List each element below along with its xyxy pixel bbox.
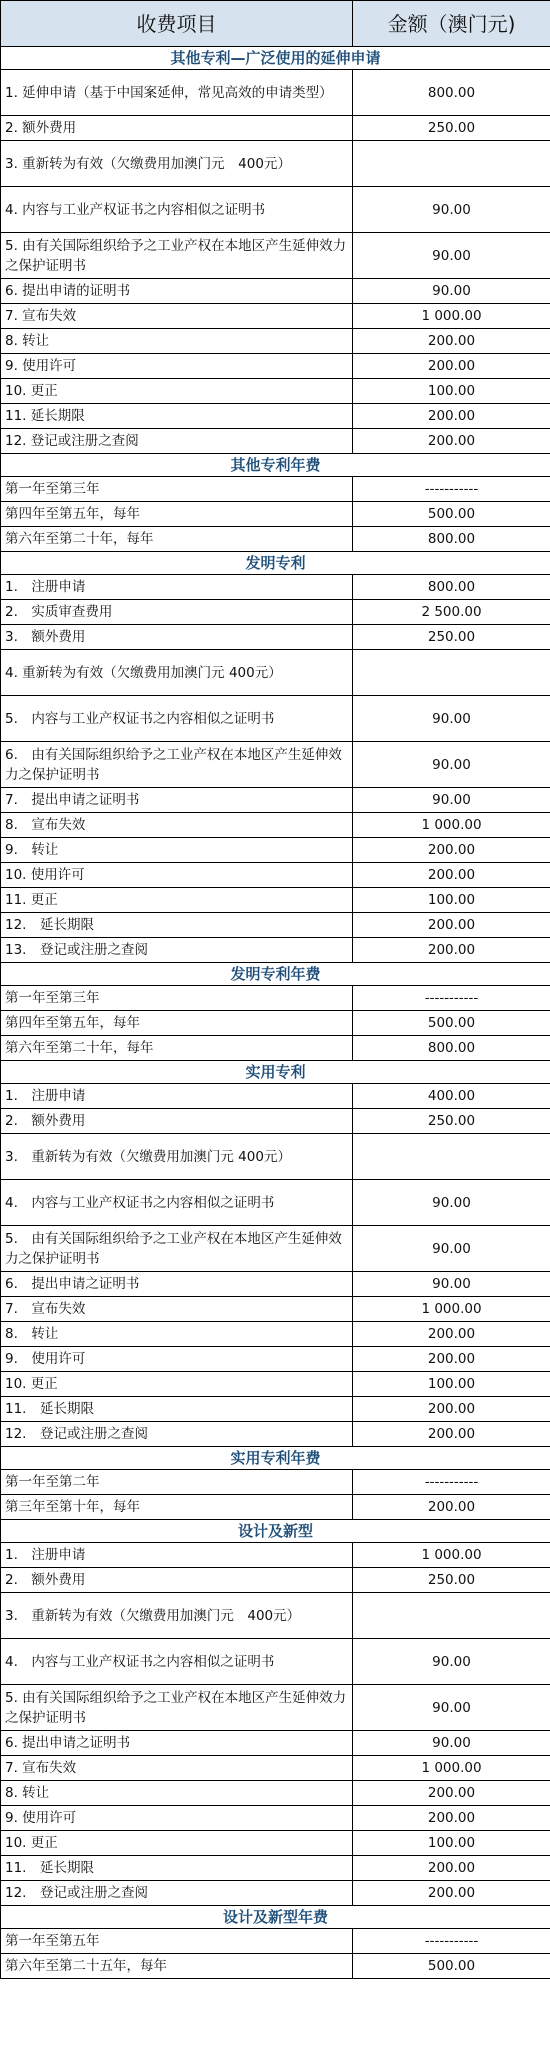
fee-row <box>1 1272 550 1297</box>
fee-item: 5. 由有关国际组织给予之工业产权在本地区产生延伸效力之保护证明书 <box>1 233 353 279</box>
table-body <box>1 47 550 1979</box>
fee-row <box>1 1109 550 1134</box>
fee-row <box>1 1639 550 1685</box>
header-row <box>1 1 550 47</box>
fee-row <box>1 187 550 233</box>
fee-row <box>1 742 550 788</box>
fee-amount: 1 000.00 <box>353 1543 550 1568</box>
fee-amount: 100.00 <box>353 1372 550 1397</box>
fee-amount: 200.00 <box>353 1781 550 1806</box>
fee-amount: 90.00 <box>353 742 550 788</box>
fee-item: 12. 登记或注册之查阅 <box>1 429 353 454</box>
fee-row <box>1 1781 550 1806</box>
fee-row <box>1 429 550 454</box>
fee-item: 9. 转让 <box>1 838 353 863</box>
fee-amount <box>353 141 550 187</box>
fee-amount: 250.00 <box>353 625 550 650</box>
fee-row <box>1 279 550 304</box>
section-header <box>1 1520 550 1543</box>
fee-item: 2. 实质审查费用 <box>1 600 353 625</box>
fee-item: 第六年至第二十年，每年 <box>1 527 353 552</box>
fee-item: 8. 宣布失效 <box>1 813 353 838</box>
fee-row <box>1 1226 550 1272</box>
fee-amount: 2 500.00 <box>353 600 550 625</box>
section-title: 发明专利 <box>1 552 550 575</box>
fee-item: 7. 宣布失效 <box>1 1297 353 1322</box>
fee-amount: 90.00 <box>353 1731 550 1756</box>
fee-amount: 200.00 <box>353 1422 550 1447</box>
fee-item: 7. 宣布失效 <box>1 304 353 329</box>
fee-row <box>1 888 550 913</box>
fee-item: 12. 延长期限 <box>1 913 353 938</box>
section-header <box>1 454 550 477</box>
section-title: 发明专利年费 <box>1 963 550 986</box>
fee-item: 11. 延长期限 <box>1 404 353 429</box>
fee-row <box>1 379 550 404</box>
fee-amount: 200.00 <box>353 938 550 963</box>
header-item: 收费项目 <box>1 1 353 47</box>
header-amount: 金额（澳门元) <box>353 1 550 47</box>
fee-item: 1. 注册申请 <box>1 1084 353 1109</box>
fee-item: 2. 额外费用 <box>1 116 353 141</box>
fee-amount: 800.00 <box>353 575 550 600</box>
fee-amount: 500.00 <box>353 1011 550 1036</box>
fee-item: 第六年至第二十年，每年 <box>1 1036 353 1061</box>
section-header <box>1 1447 550 1470</box>
section-header <box>1 963 550 986</box>
fee-amount: 90.00 <box>353 1639 550 1685</box>
fee-row <box>1 625 550 650</box>
fee-row <box>1 575 550 600</box>
fee-amount: 200.00 <box>353 913 550 938</box>
fee-row <box>1 650 550 696</box>
fee-row <box>1 986 550 1011</box>
fee-row <box>1 1593 550 1639</box>
fee-row <box>1 1180 550 1226</box>
fee-amount: 90.00 <box>353 1685 550 1731</box>
fee-row <box>1 1856 550 1881</box>
fee-amount: 200.00 <box>353 429 550 454</box>
fee-item: 4. 重新转为有效（欠缴费用加澳门元 400元） <box>1 650 353 696</box>
fee-item: 6. 提出申请的证明书 <box>1 279 353 304</box>
fee-row <box>1 1322 550 1347</box>
fee-row <box>1 1881 550 1906</box>
fee-amount <box>353 1593 550 1639</box>
fee-amount: 90.00 <box>353 279 550 304</box>
fee-amount: 100.00 <box>353 888 550 913</box>
fee-item: 2. 额外费用 <box>1 1568 353 1593</box>
fee-item: 7. 宣布失效 <box>1 1756 353 1781</box>
fee-item: 10. 更正 <box>1 379 353 404</box>
fee-row <box>1 1731 550 1756</box>
fee-row <box>1 354 550 379</box>
fee-row <box>1 477 550 502</box>
fee-item: 第一年至第三年 <box>1 477 353 502</box>
fee-item: 3. 重新转为有效（欠缴费用加澳门元 400元） <box>1 1134 353 1180</box>
fee-row <box>1 1422 550 1447</box>
fee-row <box>1 502 550 527</box>
fee-row <box>1 329 550 354</box>
fee-amount: 90.00 <box>353 696 550 742</box>
fee-item: 10. 更正 <box>1 1831 353 1856</box>
fee-item: 3. 重新转为有效（欠缴费用加澳门元 400元） <box>1 141 353 187</box>
fee-item: 8. 转让 <box>1 329 353 354</box>
fee-row <box>1 527 550 552</box>
fee-row <box>1 1036 550 1061</box>
fee-item: 8. 转让 <box>1 1781 353 1806</box>
fee-row <box>1 1954 550 1979</box>
fee-amount: 200.00 <box>353 1495 550 1520</box>
fee-amount: 200.00 <box>353 354 550 379</box>
fee-amount: 100.00 <box>353 1831 550 1856</box>
fee-amount: ----------- <box>353 986 550 1011</box>
fee-amount: 200.00 <box>353 1347 550 1372</box>
fee-row <box>1 1397 550 1422</box>
fee-amount: 400.00 <box>353 1084 550 1109</box>
fee-item: 11. 更正 <box>1 888 353 913</box>
fee-item: 13. 登记或注册之查阅 <box>1 938 353 963</box>
section-title: 实用专利年费 <box>1 1447 550 1470</box>
fee-amount: 1 000.00 <box>353 304 550 329</box>
fee-amount: ----------- <box>353 1929 550 1954</box>
fee-row <box>1 404 550 429</box>
fee-row <box>1 1756 550 1781</box>
fee-item: 第一年至第二年 <box>1 1470 353 1495</box>
fee-item: 第四年至第五年，每年 <box>1 1011 353 1036</box>
fee-item: 6. 提出申请之证明书 <box>1 1731 353 1756</box>
fee-amount: ----------- <box>353 1470 550 1495</box>
fee-item: 4. 内容与工业产权证书之内容相似之证明书 <box>1 187 353 233</box>
fee-amount: 250.00 <box>353 1568 550 1593</box>
fee-amount: 250.00 <box>353 1109 550 1134</box>
fee-item: 5. 内容与工业产权证书之内容相似之证明书 <box>1 696 353 742</box>
fee-item: 12. 登记或注册之查阅 <box>1 1422 353 1447</box>
fee-item: 4. 内容与工业产权证书之内容相似之证明书 <box>1 1180 353 1226</box>
fee-amount: 200.00 <box>353 863 550 888</box>
fee-amount: 200.00 <box>353 838 550 863</box>
fee-row <box>1 1297 550 1322</box>
fee-amount: 200.00 <box>353 329 550 354</box>
table-header <box>1 1 550 47</box>
fee-row <box>1 1806 550 1831</box>
fee-amount: 90.00 <box>353 187 550 233</box>
fee-item: 3. 额外费用 <box>1 625 353 650</box>
fee-item: 第三年至第十年，每年 <box>1 1495 353 1520</box>
fee-row <box>1 1568 550 1593</box>
section-header <box>1 552 550 575</box>
fee-item: 10. 更正 <box>1 1372 353 1397</box>
fee-amount: 800.00 <box>353 1036 550 1061</box>
section-title: 其他专利年费 <box>1 454 550 477</box>
section-title: 设计及新型 <box>1 1520 550 1543</box>
fee-row <box>1 141 550 187</box>
fee-item: 第一年至第三年 <box>1 986 353 1011</box>
fee-row <box>1 1470 550 1495</box>
fee-row <box>1 913 550 938</box>
fee-item: 7. 提出申请之证明书 <box>1 788 353 813</box>
fee-row <box>1 1134 550 1180</box>
fee-row <box>1 1495 550 1520</box>
section-title: 设计及新型年费 <box>1 1906 550 1929</box>
section-header <box>1 1906 550 1929</box>
fee-amount: 200.00 <box>353 1881 550 1906</box>
fee-item: 12. 登记或注册之查阅 <box>1 1881 353 1906</box>
fee-amount: 90.00 <box>353 1226 550 1272</box>
fee-row <box>1 1543 550 1568</box>
fee-row <box>1 233 550 279</box>
fee-amount: 200.00 <box>353 1322 550 1347</box>
fee-amount: 800.00 <box>353 527 550 552</box>
fee-amount: 90.00 <box>353 1180 550 1226</box>
fee-item: 5. 由有关国际组织给予之工业产权在本地区产生延伸效力之保护证明书 <box>1 1685 353 1731</box>
fee-amount: 90.00 <box>353 788 550 813</box>
fee-item: 2. 额外费用 <box>1 1109 353 1134</box>
fee-item: 8. 转让 <box>1 1322 353 1347</box>
fee-item: 第一年至第五年 <box>1 1929 353 1954</box>
fee-row <box>1 1929 550 1954</box>
fee-item: 10. 使用许可 <box>1 863 353 888</box>
fee-amount: 1 000.00 <box>353 813 550 838</box>
fee-amount: 250.00 <box>353 116 550 141</box>
fee-row <box>1 696 550 742</box>
fee-amount: 1 000.00 <box>353 1297 550 1322</box>
fee-item: 5. 由有关国际组织给予之工业产权在本地区产生延伸效力之保护证明书 <box>1 1226 353 1272</box>
fee-amount: 200.00 <box>353 1397 550 1422</box>
fee-row <box>1 813 550 838</box>
fee-row <box>1 1011 550 1036</box>
fee-row <box>1 788 550 813</box>
fee-row <box>1 1347 550 1372</box>
fee-row <box>1 116 550 141</box>
fee-amount: ----------- <box>353 477 550 502</box>
fee-amount: 500.00 <box>353 1954 550 1979</box>
fee-item: 3. 重新转为有效（欠缴费用加澳门元 400元） <box>1 1593 353 1639</box>
fee-row <box>1 1084 550 1109</box>
fee-item: 1. 延伸申请（基于中国案延伸，常见高效的申请类型） <box>1 70 353 116</box>
fee-item: 1. 注册申请 <box>1 575 353 600</box>
fee-item: 9. 使用许可 <box>1 1347 353 1372</box>
fee-amount <box>353 650 550 696</box>
fee-row <box>1 600 550 625</box>
fee-amount: 200.00 <box>353 1856 550 1881</box>
section-header <box>1 1061 550 1084</box>
fee-item: 6. 提出申请之证明书 <box>1 1272 353 1297</box>
fee-item: 1. 注册申请 <box>1 1543 353 1568</box>
fee-amount: 800.00 <box>353 70 550 116</box>
fee-row <box>1 938 550 963</box>
fee-item: 9. 使用许可 <box>1 1806 353 1831</box>
fee-amount: 100.00 <box>353 379 550 404</box>
fee-row <box>1 304 550 329</box>
fee-item: 4. 内容与工业产权证书之内容相似之证明书 <box>1 1639 353 1685</box>
fee-amount: 1 000.00 <box>353 1756 550 1781</box>
fee-row <box>1 1372 550 1397</box>
fee-item: 第六年至第二十五年，每年 <box>1 1954 353 1979</box>
fee-row <box>1 863 550 888</box>
section-title: 其他专利—广泛使用的延伸申请 <box>1 47 550 70</box>
section-title: 实用专利 <box>1 1061 550 1084</box>
fee-row <box>1 70 550 116</box>
fee-amount <box>353 1134 550 1180</box>
section-header <box>1 47 550 70</box>
fee-item: 6. 由有关国际组织给予之工业产权在本地区产生延伸效力之保护证明书 <box>1 742 353 788</box>
fee-amount: 500.00 <box>353 502 550 527</box>
fee-item: 第四年至第五年，每年 <box>1 502 353 527</box>
fee-amount: 200.00 <box>353 1806 550 1831</box>
fee-item: 9. 使用许可 <box>1 354 353 379</box>
fee-item: 11. 延长期限 <box>1 1397 353 1422</box>
fee-amount: 90.00 <box>353 1272 550 1297</box>
fee-amount: 90.00 <box>353 233 550 279</box>
fee-row <box>1 838 550 863</box>
fee-item: 11. 延长期限 <box>1 1856 353 1881</box>
fee-amount: 200.00 <box>353 404 550 429</box>
fee-row <box>1 1685 550 1731</box>
fee-row <box>1 1831 550 1856</box>
